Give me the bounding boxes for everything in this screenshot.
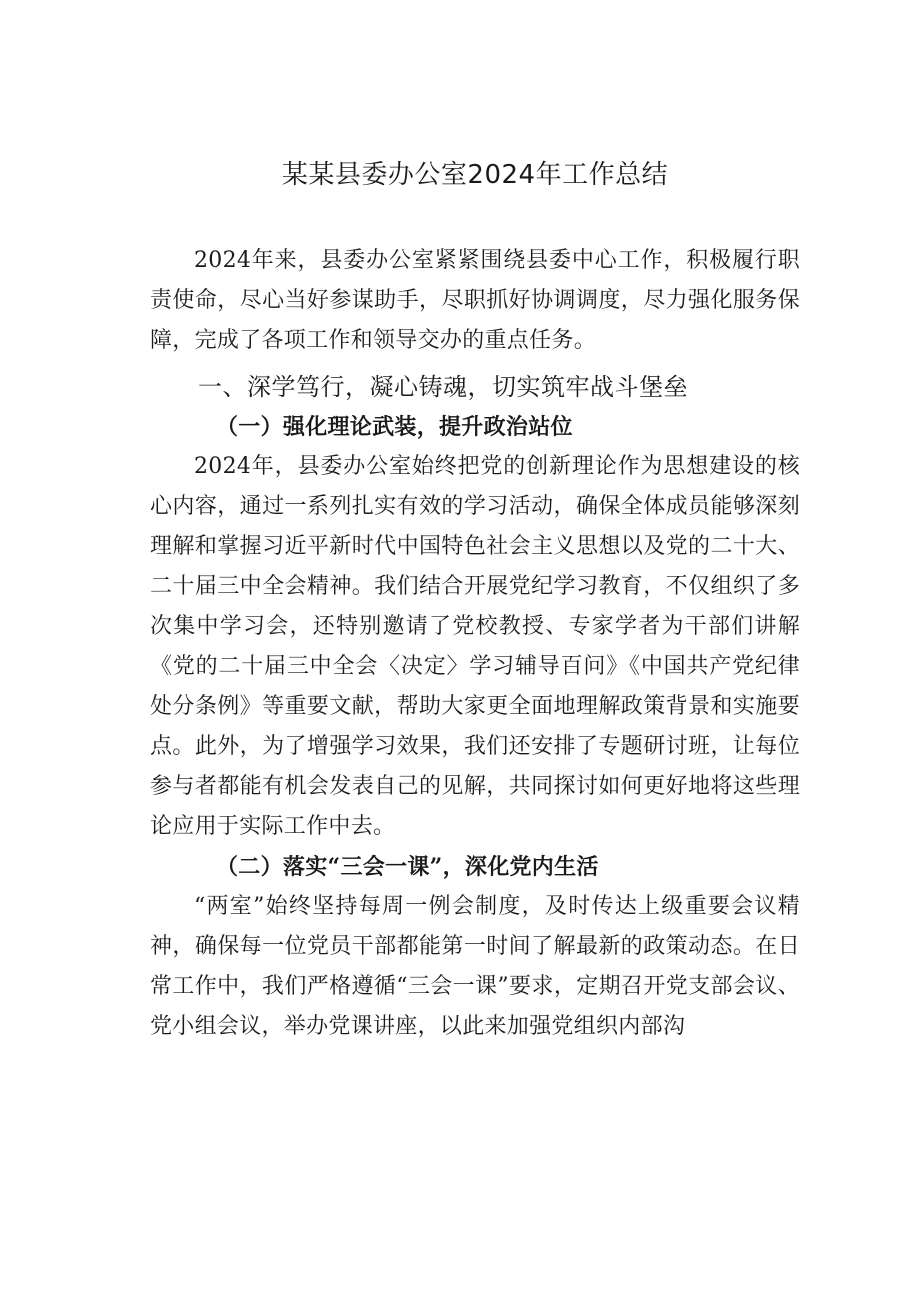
subsection-body-1: 2024年，县委办公室始终把党的创新理论作为思想建设的核心内容，通过一系列扎实有效的学习活动，确保全体成员能够深刻理解和掌握习近平新时代中国特色社会主义思想以及党的二十大、二十届三中全会精神。我们结合开展党纪学习教育，不仅组织了多次集中学习会，还特别邀请了党校教授、专家学者为干部们讲解《党的二十届三中全会〈决定〉学习辅导百问》《中国共产党纪律处分条例》等重要文献，帮助大家更全面地理解政策背景和实施要点。此外，为了增强学习效果，我们还安排了专题研讨班，让每位参与者都能有机会发表自己的见解，共同探讨如何更好地将这些理论应用于实际工作中去。: [150, 454, 800, 840]
subsection-heading-2: （二）落实“三会一课”，深化党内生活: [216, 854, 599, 881]
document-title: 某某县委办公室2024年工作总结: [281, 160, 669, 190]
subsection-body-2: “两室”始终坚持每周一例会制度，及时传达上级重要会议精神，确保每一位党员干部都能第一时间了解最新的政策动态。在日常工作中，我们严格遵循“三会一课”要求，定期召开党支部会议、党小组会议，举办党课讲座，以此来加强党组织内部沟: [150, 894, 800, 1040]
intro-paragraph: 2024年来，县委办公室紧紧围绕县委中心工作，积极履行职责使命，尽心当好参谋助手，尽职抓好协调调度，尽力强化服务保障，完成了各项工作和领导交办的重点任务。: [150, 248, 800, 354]
document-body: [150, 150, 800, 1047]
section-heading-1: 一、深学笃行，凝心铸魂，切实筑牢战斗堡垒: [198, 373, 688, 402]
subsection-heading-1: （一）强化理论武装，提升政治站位: [216, 414, 573, 441]
